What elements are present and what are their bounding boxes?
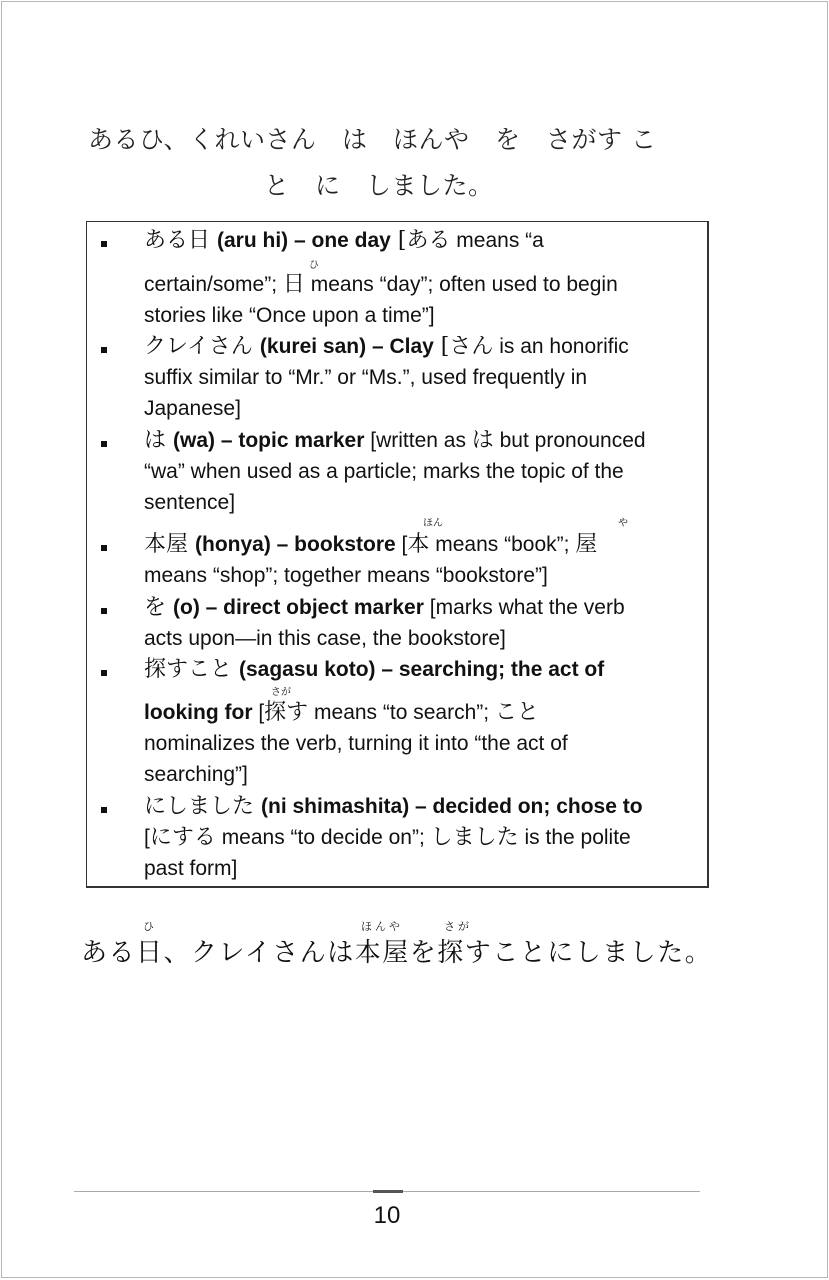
bullet-icon — [101, 545, 107, 551]
term-bold: looking for — [144, 701, 253, 724]
vocab-line — [144, 596, 625, 620]
vocab-line — [144, 701, 539, 725]
definition-text: but pronounced — [493, 429, 646, 452]
vocab-line — [144, 763, 248, 787]
jp-word: 探すこと — [144, 657, 239, 682]
jp-inline: にする — [149, 825, 216, 850]
term-bold: (o) – direct object marker — [173, 596, 424, 619]
jp-inline: 探す — [264, 700, 309, 725]
furigana: ひ — [309, 260, 319, 271]
jp-word: を — [144, 595, 173, 620]
summary-furigana: さが — [444, 920, 472, 933]
furigana: や — [618, 518, 628, 529]
jp-inline: しました — [430, 825, 519, 850]
page-number: 10 — [373, 1202, 401, 1229]
definition-text: means “book”; — [429, 533, 576, 556]
vocab-line — [144, 491, 235, 515]
jp-inline: [さん — [433, 334, 494, 359]
definition-text: [marks what the verb — [423, 596, 625, 619]
bullet-icon — [101, 241, 107, 247]
vocab-line — [144, 460, 624, 484]
definition-text: stories like “Once upon a time”] — [144, 304, 435, 327]
definition-text: suffix similar to “Mr.” or “Ms.”, used frequently in — [144, 366, 588, 389]
definition-text: sentence] — [144, 491, 236, 514]
term-bold: (honya) – bookstore — [195, 533, 396, 556]
vocab-line — [144, 397, 241, 421]
furigana: ほん — [423, 518, 443, 529]
bullet-icon — [101, 670, 107, 676]
definition-text: [ — [144, 826, 150, 849]
vocab-line — [144, 273, 618, 297]
vocab-line — [144, 857, 237, 881]
definition-text: means “a — [450, 229, 544, 252]
term-bold: (aru hi) – one day — [217, 229, 391, 252]
furigana: さが — [271, 687, 291, 698]
definition-text: nominalizes the verb, turning it into “the act of — [144, 732, 568, 755]
bullet-icon — [101, 807, 107, 813]
vocab-line — [144, 564, 548, 588]
jp-inline: こと — [494, 700, 539, 725]
jp-word: クレイさん — [144, 334, 260, 359]
definition-text: [written as — [364, 429, 472, 452]
bullet-icon — [101, 441, 107, 447]
vocab-line — [144, 304, 435, 328]
vocab-line — [144, 795, 643, 819]
summary-sentence: ある日、クレイさんは本屋を探すことにしました。 — [81, 938, 713, 968]
footer-divider-accent — [373, 1190, 403, 1193]
jp-word: ある日 — [144, 228, 217, 253]
jp-inline: 日 — [282, 272, 305, 297]
summary-furigana: ひ — [143, 920, 157, 933]
bullet-icon — [101, 608, 107, 614]
jp-inline: [ある — [390, 228, 451, 253]
definition-text: Japanese] — [144, 397, 241, 420]
jp-inline: 屋 — [575, 532, 598, 557]
jp-word: 本屋 — [144, 532, 195, 557]
definition-text: [ — [395, 533, 408, 556]
vocab-line — [144, 335, 629, 359]
term-bold: (ni shimashita) – decided on; chose to — [261, 795, 643, 818]
bullet-icon — [101, 347, 107, 353]
definition-text: “wa” when used as a particle; marks the topic of the — [144, 460, 624, 483]
story-line-1: あるひ、くれいさん は ほんや を さがす こ — [88, 125, 657, 154]
jp-word: にしました — [144, 794, 261, 819]
vocab-line — [144, 533, 597, 557]
term-bold: (wa) – topic marker — [173, 429, 365, 452]
definition-text: past form] — [144, 857, 238, 880]
vocab-line — [144, 732, 568, 756]
term-bold: (kurei san) – Clay — [259, 335, 434, 358]
vocab-line — [144, 229, 544, 253]
vocab-line — [144, 658, 604, 682]
document-page — [1, 1, 828, 1278]
vocab-line — [144, 826, 631, 850]
vocab-line — [144, 429, 646, 453]
jp-word: は — [144, 428, 173, 453]
jp-inline: 本 — [407, 532, 430, 557]
vocab-line — [144, 627, 506, 651]
summary-furigana: ほんや — [361, 920, 403, 933]
term-bold: (sagasu koto) – searching; the act of — [239, 658, 605, 681]
definition-text: [ — [252, 701, 265, 724]
vocabulary-box — [86, 221, 709, 888]
definition-text: is an honorific — [493, 335, 629, 358]
definition-text: means “day”; often used to begin — [304, 273, 618, 296]
story-line-2: と に しました。 — [264, 171, 494, 200]
definition-text: is the polite — [518, 826, 631, 849]
vocab-line — [144, 366, 587, 390]
definition-text: acts upon—in this case, the bookstore] — [144, 627, 506, 650]
definition-text: means “to decide on”; — [215, 826, 431, 849]
definition-text: certain/some”; — [144, 273, 283, 296]
definition-text: searching”] — [144, 763, 248, 786]
definition-text: means “to search”; — [308, 701, 495, 724]
jp-inline: は — [471, 428, 494, 453]
definition-text: means “shop”; together means “bookstore”] — [144, 564, 548, 587]
